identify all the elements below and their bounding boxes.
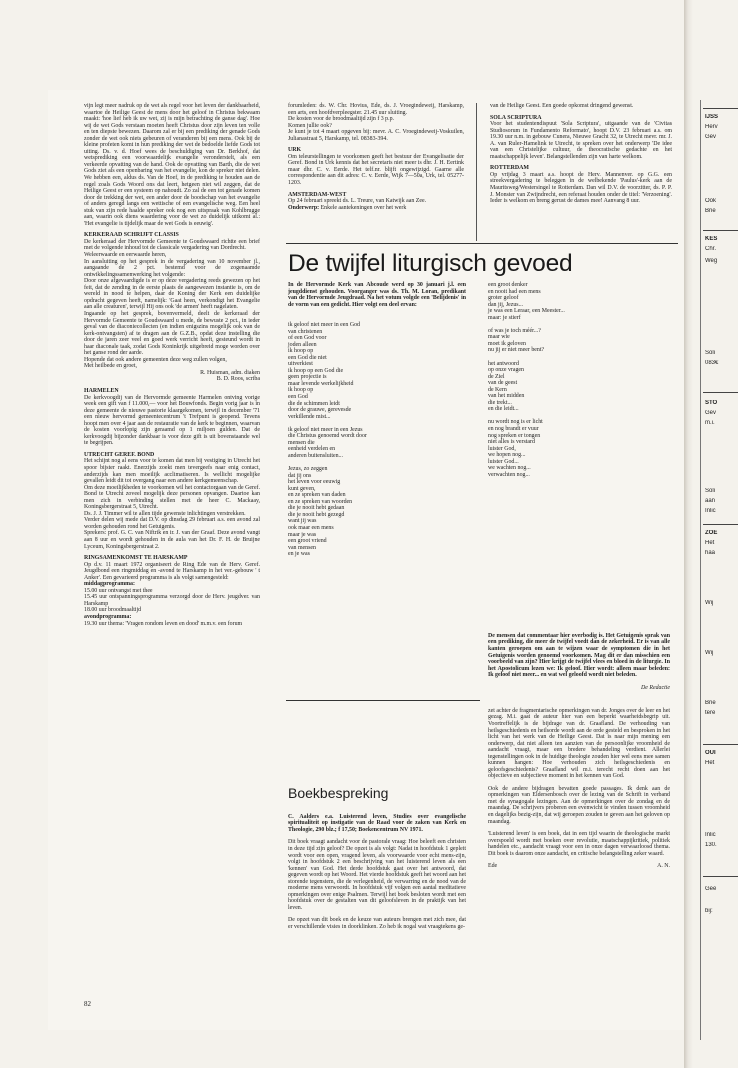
section-rule bbox=[286, 243, 678, 244]
article-closing bbox=[488, 627, 670, 697]
poem-line: die je nooit hebt gedaan bbox=[288, 505, 345, 512]
poem-left bbox=[288, 322, 367, 558]
column-divider bbox=[476, 103, 477, 241]
poem-line: of was je toch méér...? bbox=[488, 327, 541, 334]
paragraph: Weleerwaarde en eerwaarde heren, bbox=[84, 252, 167, 259]
section-rule bbox=[286, 700, 480, 701]
signature: R. Huisman, adm. diaken bbox=[200, 369, 260, 376]
poem-line: verkillende mist... bbox=[288, 413, 331, 420]
poem-line: een groot denker bbox=[488, 282, 528, 288]
paragraph: Op vrijdag 3 maart a.s. hoopt de Herv. Mannenver. op G.G. een streekvergadering te beleggen in de welbekende 'Paulus'-kerk aan de Mauritsweg/Westersingel te Rotterdam. Dan wil D.V. de voorzitter, ds. P. P. J. Monster van Zwijndrecht, een referaat houden onder de titel: 'Verzoening'. Ieder is welkom en breng gerust de dames mee! Aanvang 8 uur. bbox=[490, 171, 672, 205]
edge-text: Brie bbox=[705, 208, 716, 214]
edge-text: Brie bbox=[705, 700, 716, 706]
paragraph: De kerkeraad der Hervormde Gemeente te Goudswaard richtte een brief met de volgende inhoud tot de classicale vergadering van Dordrecht. bbox=[84, 238, 260, 252]
poem-line: ook maar een mens bbox=[288, 524, 334, 531]
paragraph: Komen jullie ook? bbox=[288, 122, 332, 129]
review-signature bbox=[488, 863, 670, 870]
paragraph: Ds. J. J. Timmer wil te allen tijde gewenste inlichtingen verstrekken. bbox=[84, 510, 246, 517]
paragraph: Het schijnt nog al eens voor te komen dat men bij vestiging in Utrecht het spoor bijster raakt. Enerzijds zoekt men tevergeefs naar enig contact, anderzijds kan men moeilijk acclimatiseren. Is wellicht mogelijke gevallen leidt dit tot overgang naar een andere kerkgemeenschap. bbox=[84, 458, 260, 485]
poem-line: want jij was bbox=[288, 518, 317, 525]
poem-line: verwachten nog... bbox=[488, 471, 530, 478]
initials: A. N. bbox=[657, 863, 670, 870]
column-intro: vijn legt meer nadruk op de wet als regel voor het leven der dankbaarheid, waartoe de Heilige Geest de mens door het geloof in Christus bekwaam maakt: 'hoe lief heb ik uw wet, zij is mijn betrachting de ganse dag'. Hoe wij de wet Gods verstaan moeten heeft Christus door zijn leven ten volle en ten diepste bewezen. Daarom zal er bij een prediking der genade Gods zonder de wet ook niets gebeuren of veranderen bij een mens. Ook bij de kleine profeten komt in hun prediking der wet de bedoelde liefde Gods tot uiting. Ds. v. d. Hoef wees de beschuldiging van Dr. Berkhof, dat wetsprediking een voorwaardelijk evangelie veronderstelt, als een verkeerde opvatting van de hand. Ook de opvatting van Barth, die de wet Gods ziet als een openbaring van het evangelie, kon de spreker niet delen. We hebben een, aldus ds. Van de Hoef, in de prediking te houden aan de regel zoals Gods Woord ons dat leert, hetgeen niet wil zeggen, dat de Heilige Geest er een systeem op nahoudt. Zo zal de een tot genade komen door de trekking der wet, een ander door de boodschap van het evangelie of anders geregd langs een wettische of een evangelische weg. Een heel stuk van zijn rede haalde spreker ook nog een uitspraak van Kohlbrugge aan, waarin ook diens waardering voor de wet zo duidelijk uitkomt al.: 'Het evangelie is tijdelijk maar de wet Gods is eeuwig'. bbox=[84, 103, 260, 227]
poem-line: en nog brandt er vuur bbox=[488, 426, 539, 433]
poem-line: Jezus, zo zeggen bbox=[288, 466, 328, 473]
paragraph: Op d.v. 11 maart 1972 organiseert de Ring Ede van de Herv. Geref. Jeugdbond een ringmiddag en -avond te Harskamp in het ver.-gebouw ' t Anker'. Een gevarieerd programma is als volgt samengesteld: bbox=[84, 561, 260, 581]
paragraph: De kerkvoogdij van de Hervormde gemeente Harmelen ontving vorige week een gift van f 11.000,— voor het Bouwfonds. Begin vorig jaar is in deze gemeente de nieuwe pastorie klaargekomen, terwijl in december '71 een nieuw hervormd gemeentecentrum 't Trefpunt is geopend. Tevens hoopt men over 4 jaar aan de restauratie van de kerk te beginnen, waarvan de kosten voorlopig zijn geraamd op 1 miljoen gulden. Dat de kerkvoogdij bijzonder dankbaar is voor deze gift is uit bovenstaande wel te begrijpen. bbox=[84, 394, 260, 447]
section-heading: SOLA SCRIPTURA bbox=[490, 114, 542, 121]
poem-line: eenheid verdelen en bbox=[288, 446, 336, 453]
poem-line: niet alles is verstard bbox=[488, 439, 535, 446]
program-line: 18.00 uur broodmaaltijd bbox=[84, 607, 142, 614]
poem-line: het antwoord bbox=[488, 360, 519, 367]
poem-line: maar: je stierf bbox=[488, 314, 521, 321]
poem-line: en ze spreken van daden bbox=[288, 492, 346, 499]
edge-rule bbox=[703, 230, 738, 231]
paragraph: Je kunt je tot 4 maart opgeven bij: mevr. A. C. Vroegindeweij-Voskuilen, Julianastraat 5, Harskamp, tel. 08383-394. bbox=[288, 129, 464, 142]
edge-text: Weg bbox=[705, 258, 718, 264]
edge-text: Wij bbox=[705, 600, 714, 606]
paragraph: 'Luisterend leven' is een boek, dat in een tijd waarin de theologische markt overspoeld wordt met boeken over revolutie, maatschappijkritiek, politiek handelen etc., aandacht vraagt voor een in onze dagen verwaarloosd thema. Dit boek is daarom onze aandacht, en critische belangstelling zeker waard. bbox=[488, 830, 670, 857]
poem-line: joden alleen bbox=[288, 341, 317, 348]
edge-rule bbox=[703, 108, 738, 109]
poem-line: door de grauwe, gerevesde bbox=[288, 407, 352, 414]
poem-line: die trekt... bbox=[488, 399, 512, 406]
poem-line: groter geloof bbox=[488, 295, 519, 302]
program-line: 15.00 uur ontvangst met thee bbox=[84, 587, 153, 594]
signature: B. D. Roos, scriba bbox=[216, 376, 260, 383]
poem-line: maar wie bbox=[488, 334, 510, 341]
edge-text: Het bbox=[705, 760, 715, 766]
edge-text: Gee bbox=[705, 886, 717, 892]
poem-line: ik hoop op een God die bbox=[288, 367, 344, 374]
edge-rule bbox=[703, 876, 738, 877]
edge-text: Gev bbox=[705, 410, 717, 416]
section-heading: AMSTERDAM-WEST bbox=[288, 191, 347, 198]
review-heading: Boekbespreking bbox=[288, 785, 389, 801]
paragraph: Sprekers: prof. G. C. van Niftrik en ir. J. van der Graaf. Deze avond vangt aan 8 uur en wordt gehouden in de aula van het Dr. F. H. de Bruijne Lyceum, Koningsbergerstraat 2. bbox=[84, 530, 260, 550]
paragraph: Door onze afgevaardigde is er op deze vergadering reeds gewezen op het feit, dat de zending in de eerste plaats de aangewezen instantie is, om de wereld in nood te helpen, daar de Koning der Kerk een duidelijke opdracht gegeven heeft, namelijk: 'Gaat heen, verkondigt het Evangelie aan alle creaturen', terwijl Hij ons ook 'de armen' heeft nagelaten. bbox=[84, 278, 260, 311]
edge-text: bij: bbox=[705, 908, 713, 914]
paragraph: Ingaande op het gesprek, bovenvermeld, deelt de kerkeraad der Hervormde Gemeente te Goudswaard u mede, de bewuste 2 pct., in ieder geval van de diaconiecollecten (en indien enigszins mogelijk ook van de kerk-ontvangsten) af te dragen aan de G.Z.B., opdat deze instelling die door de jaren zeer veel en goed werk verricht heeft, gesteund wordt in haar diaconale taak, zodat Gods Koninkrijk uitgebreid moge worden over het ganse rond der aarde. bbox=[84, 310, 260, 357]
edge-text: Herv bbox=[705, 124, 718, 130]
poem-line: die je nooit hebt gezegd bbox=[288, 511, 345, 518]
poem-line: nog spreken er tongen bbox=[488, 432, 541, 439]
poem-line: die de schimmen leidt bbox=[288, 400, 340, 407]
next-page-edge bbox=[700, 100, 738, 1040]
edge-text: STO bbox=[705, 400, 718, 406]
edge-text: Ook bbox=[705, 198, 717, 204]
paragraph: Dit boek vraagt aandacht voor de pastorale vraag: Hoe beleeft een christen in deze tijd zijn geloof? De opzet is als volgt: Nadat in hoofdstuk 1 gepleit wordt voor een open, vragend leven, als voorwaarde voor echt mens-zijn, volgt in hoofdstuk 2 een beschrijving van het luisterend leven als een 'kennen' van God. Het derde hoofdstuk gaat over het antwoord, dat gegeven wordt op het Woord. Het vierde hoofdstuk geeft het woord aan het storende tegenstem, die de verlegenheid, de verwarring en de nood van de moderne mens verwoordt. In hoofdstuk vijf volgen een aantal meditatieve opmerkingen over enige Psalmen. Terwijl het boek besloten wordt met een hoofdstuk over de gestalten van dit geloofsleven in de praktijk van het leven. bbox=[288, 839, 466, 911]
poem-line: uitverkiest bbox=[288, 361, 313, 368]
page-number: 82 bbox=[84, 1000, 91, 1008]
paragraph: van de Heilige Geest. Een goede opkomst dringend gewenst. bbox=[490, 103, 634, 109]
poem-line: je was een Leraar, een Meester... bbox=[488, 308, 565, 315]
poem-line: dan jij, Jezus... bbox=[488, 301, 524, 308]
program-label: middagprogramma: bbox=[84, 581, 135, 588]
edge-text: Het bbox=[705, 540, 715, 546]
edge-text: Soli bbox=[705, 488, 716, 494]
section-heading: RINGSAMENKOMST TE HARSKAMP bbox=[84, 555, 188, 562]
poem-line: van de geest bbox=[488, 380, 518, 387]
section-heading: UTRECHT GEREF. BOND bbox=[84, 451, 155, 458]
poem-line: ik hoop op bbox=[288, 348, 314, 355]
poem-line: moet ik geloven bbox=[488, 340, 526, 347]
poem-line: een God die niet bbox=[288, 354, 327, 361]
place: Ede bbox=[488, 863, 498, 870]
poem-line: op onze vragen bbox=[488, 367, 524, 374]
paragraph: Verder delen wij mede dat D.V. op dinsdag 29 februari a.s. een avond zal worden gehouden rond het Getuigenis. bbox=[84, 517, 260, 530]
column-right bbox=[490, 103, 672, 205]
edge-text: KES bbox=[705, 236, 718, 242]
poem-line: die Christus genoemd wordt door bbox=[288, 433, 367, 440]
paragraph: In aansluiting op het gesprek in de vergadering van 10 november jl., aangaande de 2 pct. bestemd voor de zogenaamde ontwikkelingssamenwerking het volgende: bbox=[84, 258, 260, 278]
signature: De Redactie bbox=[641, 684, 670, 691]
poem-right bbox=[488, 282, 565, 478]
edge-text: 083€ bbox=[705, 360, 719, 366]
paragraph: De opzet van dit boek en de keuze van auteurs brengen met zich mee, dat er verschillende visies in doorklinken. Zo heb ik nogal wat vraagtekens ge- bbox=[288, 917, 466, 930]
poem-line: van mensen bbox=[288, 544, 316, 551]
poem-line: en die leidt... bbox=[488, 406, 519, 413]
edge-text: Chr. bbox=[705, 246, 717, 252]
poem-line: of een God voor bbox=[288, 335, 327, 342]
paragraph: forumleden: ds. W. Chr. Hovius, Ede, ds. J. Vroegindeweij, Harskamp, een arts, een hoofdverpleegster. 21.45 uur sluiting. bbox=[288, 103, 464, 116]
paragraph: Op 24 februari spreekt ds. L. Treure, van Katwijk aan Zee. bbox=[288, 198, 427, 205]
poem-line: ik geloof niet meer in een God bbox=[288, 322, 360, 328]
poem-line: maar levende werkelijkheid bbox=[288, 380, 354, 387]
section-heading: KERKERAAD SCHRIJFT CLASSIS bbox=[84, 232, 179, 239]
book-title: C. Aalders e.a. Luisterend leven, Studies over evangelische spiritualiteit op instigatie van de Raad voor de zaken van Kerk en Theologie, 290 blz.; f 17,50; Boekencentrum NV 1971. bbox=[288, 813, 466, 833]
edge-rule bbox=[703, 744, 738, 745]
poem-line: mensen die bbox=[288, 439, 315, 446]
edge-text: ZOE bbox=[705, 530, 718, 536]
poem-line: we hopen nog... bbox=[488, 452, 526, 459]
poem-line: en je was bbox=[288, 551, 310, 558]
text: Enkele aantekeningen over het werk bbox=[320, 204, 407, 211]
column-left bbox=[84, 103, 260, 627]
paragraph: Hopende dat ook andere gemeenten deze weg zullen volgen, bbox=[84, 356, 227, 363]
paragraph: Met heilbede en groet, bbox=[84, 363, 137, 370]
poem-line: van het midden bbox=[488, 393, 525, 400]
article-intro: In de Hervormde Kerk van Abcoude werd op 30 januari j.l. een jeugddienst gehouden. Voorganger was ds. Th. M. Loran, predikant van de Hervormde Jeugdraad. Na het votum volgde een 'Belijdenis' in de vorm van een gedicht. Hier volgt een deel ervan: bbox=[288, 282, 466, 308]
label: Onderwerp: bbox=[288, 204, 320, 211]
review-body bbox=[288, 808, 466, 936]
poem-line: nu wordt nog is er licht bbox=[488, 419, 543, 426]
poem-line: een God bbox=[288, 394, 308, 401]
edge-text: Wij bbox=[705, 650, 714, 656]
program-line: 15.45 uur ontspanningsprogramma verzorgd door de Herv. jeugdver. van Harskamp bbox=[84, 594, 260, 607]
paragraph: De kosten voor de broodmaaltijd zijn f 3 p.p. bbox=[288, 116, 395, 123]
paragraph: Om teleurstellingen te voorkomen geeft het bestuur der Evangelisatie der Geref. Bond in Urk kennis dat het secretaris niet meer is dhr. J. H. Eertink maar dhr. C. v. Eerde. Het telf.nr. blijft ongewijzigd. Gaarne alle correspondentie aan dit adres: C. v. Eerde, Wijk 7—50a, Urk, tel. 05277-1203. bbox=[288, 153, 464, 187]
edge-text: aan bbox=[705, 498, 716, 504]
section-heading: HARMELEN bbox=[84, 387, 119, 394]
poem-line: en nooit had een mens bbox=[488, 288, 541, 295]
poem-line: anderen buitensluiten... bbox=[288, 452, 343, 459]
poem-line: een groot vriend bbox=[288, 538, 327, 545]
closing-text: De mensen dat commentaar hier overbodig is. Het Getuigenis sprak van een prediking, die meer de twijfel voedt dan de zekerheid. Er is van alle kanten geroepen om aan te wijzen waar de symptomen die in het Getuigenis worden genoemd voorkomen. Mag dit er dan misschien een voorbeeld van zijn? Hier krijgt de twijfel vlees en bloed in de liturgie. In het Apostolicum lezen we: Ik geloof. Hier wordt: alleen maar beleden: Ik geloof niet meer... en wat wel geloofd wordt niet beleden. bbox=[488, 632, 670, 679]
poem-line: dat jij ons bbox=[288, 472, 312, 479]
poem-line: kunt geven, bbox=[288, 485, 316, 492]
article-headline: De twijfel liturgisch gevoed bbox=[288, 250, 573, 277]
edge-rule bbox=[703, 524, 738, 525]
poem-line: we wachten nog... bbox=[488, 465, 531, 472]
paragraph: zet achter de fragmentarische opmerkingen van dr. Jonges over de leer en het gezag. M.i. gaat de auteur hier van een beperkt waarheidsbegrip uit. Voortreffelijk is de bijdrage van dr. Graafland. De verhouding van heilsgeschiedenis en heilsorde wordt aan de orde gesteld en besproken in het licht van het werk van de Heilige Geest. Dat is naar mijn mening een onderwerp, dat niet alleen ten aanzien van de persoonlijke vroomheid de aandacht vraagt, maar een bredere behandeling verdient. Allerlei tegenstellingen ook in de huidige theologie zouden hier wel eens mee samen kunnen hangen: Hoe verhouden zich heilsgeschiedenis en geloofsgeschiedenis? Graafland wil m.i. terecht recht doen aan het objectieve en subjectieve moment in het kennen van God. bbox=[488, 707, 670, 780]
poem-line: en ze spreken van woorden bbox=[288, 498, 353, 505]
edge-rule bbox=[703, 392, 738, 393]
program-label: avondprogramma: bbox=[84, 614, 132, 621]
edge-text: Inlic bbox=[705, 508, 716, 514]
poem-line: het leven voor eeuwig bbox=[288, 479, 341, 486]
edge-text: Soli bbox=[705, 350, 716, 356]
edge-text: OUI bbox=[705, 750, 716, 756]
poem-line: luister God... bbox=[488, 458, 519, 465]
program-line: 19.30 uur thema: 'Vragen rondom leven en dood' m.m.v. een forum bbox=[84, 620, 243, 627]
review-continued bbox=[488, 702, 670, 870]
column-middle bbox=[288, 103, 464, 211]
edge-text: tere bbox=[705, 710, 716, 716]
paragraph: Ook de andere bijdragen bevatten goede passages. Ik denk aan de opmerkingen van Eldersenbosch over de lezing van de Schrift in verband met de synagogale lezingen. Aan de opmerkingen over de zondag en de maandag. De schrijvers proberen een evenwicht te vinden tussen vroomheid en dagelijks bezig-zijn, dat wij geroepen zouden te geven aan het geloven op maandag. bbox=[488, 785, 670, 825]
edge-text: IJSS bbox=[705, 114, 719, 120]
section-heading: URK bbox=[288, 147, 302, 154]
poem-line: maar je was bbox=[288, 531, 317, 538]
edge-text: Gev bbox=[705, 134, 717, 140]
edge-text: haa bbox=[705, 550, 716, 556]
poem-line: geen projectie is bbox=[288, 374, 327, 381]
section-heading: ROTTERDAM bbox=[490, 165, 529, 172]
edge-text: Inlic bbox=[705, 832, 716, 838]
poem-line: ik geloof niet meer in een Jezus bbox=[288, 426, 363, 433]
poem-line: de Ziel bbox=[488, 373, 505, 380]
paragraph: Voor het studentendispuut 'Sola Scriptura', uitgaande van de 'Civitas Studiosorum in Fundamento Reformato', hoopt D.V. 23 februari a.s. om 19.30 uur n.m. in gebouw Cunera, Nieuwe Gracht 32, te Utrecht mevr. mr. J. A. van Ruler-Hamelink te Utrecht, te spreken over het onderwerp 'De idee van een Christelijke cultuur, de theocratische gedachte en het maatschappelijk leven'. Belangstellenden zijn van harte welkom. bbox=[490, 121, 672, 160]
poem-line: nu jij er niet meer bent? bbox=[488, 347, 545, 354]
paragraph: Om deze moeilijkheden te voorkomen wil het contactorgaan van de Geref. Bond te Utrecht zoveel mogelijk deze personen opvangen. Daartoe kan men zich in verbinding stellen met de heer C. Mackaay, Koningsbergerstraat 5, Utrecht. bbox=[84, 484, 260, 511]
poem-line: de Kern bbox=[488, 386, 507, 393]
edge-text: m.i. bbox=[705, 420, 715, 426]
paragraph bbox=[288, 205, 464, 212]
poem-line: van christenen bbox=[288, 328, 323, 335]
edge-text: 130. bbox=[705, 842, 717, 848]
poem-line: luister God, bbox=[488, 445, 516, 452]
poem-line: ik hoop op bbox=[288, 387, 314, 394]
